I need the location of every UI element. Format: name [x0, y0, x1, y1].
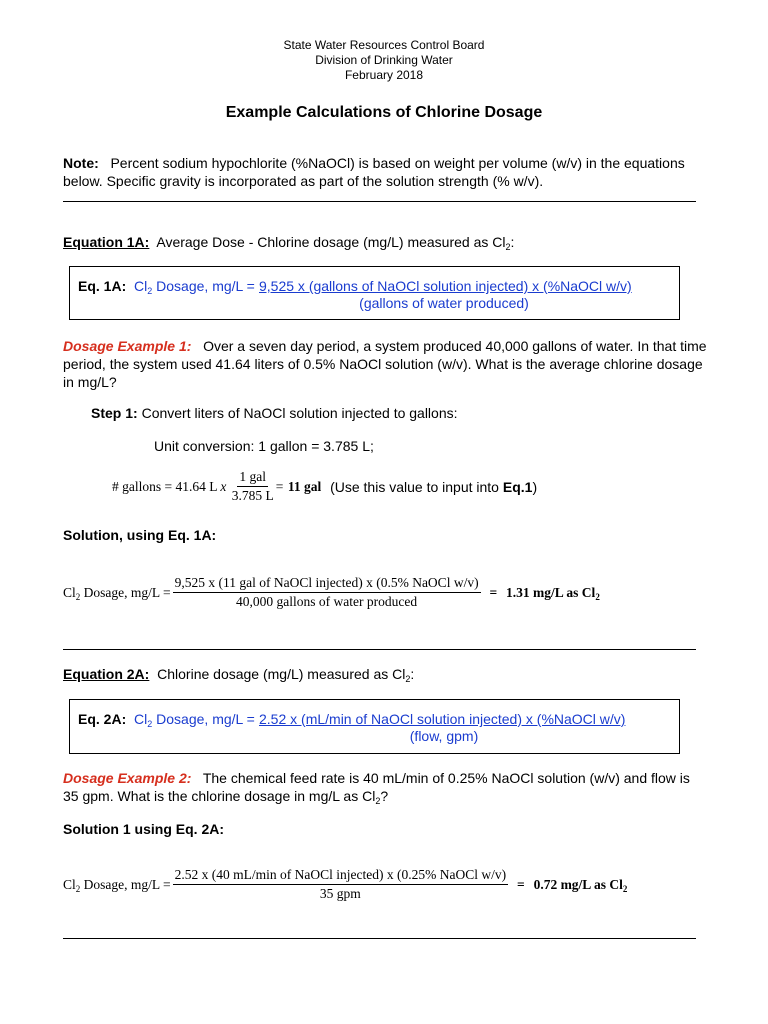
solution-2-cl: Cl: [63, 876, 76, 892]
equation-1a-desc: Average Dose - Chlorine dosage (mg/L) measured as Cl: [156, 234, 506, 250]
equation-2a-box-lhs: [78, 710, 255, 728]
solution-1-equals: =: [489, 584, 498, 600]
equation-2a-colon: :: [410, 666, 415, 682]
step-1-text: Convert liters of NaOCl solution injected to gallons:: [141, 405, 458, 421]
note-label: Note:: [63, 155, 99, 171]
solution-2-lhs: [63, 877, 171, 893]
gallons-calculation: [112, 469, 537, 504]
example-1-text: Over a seven day period, a system produced 40,000 gallons of water. In that time period, the system used 41.64 liters of 0.5% NaOCl solution (w/v). What is the average chlorine dosage in mg/L?: [63, 338, 707, 390]
solution-1-num: 9,525 x (11 gal of NaOCl injected) x (0.5% NaOCl w/v): [173, 575, 481, 593]
example-2-label: Dosage Example 2:: [63, 770, 192, 786]
header-line-1: State Water Resources Control Board: [283, 38, 485, 52]
solution-2-lhs-text: Dosage, mg/L =: [80, 876, 171, 892]
solution-2-result-sub: 2: [622, 883, 628, 894]
step-1: [91, 404, 458, 422]
solution-1-result: [506, 585, 600, 601]
eq-1a-lhs-text: Dosage, mg/L =: [152, 278, 255, 294]
gallons-result: 11 gal: [287, 478, 322, 494]
equation-1a-sub: 2: [505, 242, 511, 252]
gallons-times: x: [220, 478, 227, 494]
gallons-fraction-num: 1 gal: [237, 469, 268, 487]
note-paragraph: [63, 154, 703, 190]
solution-2-cl-sub: 2: [75, 883, 81, 894]
solution-2-label: Solution 1 using Eq. 2A:: [63, 821, 224, 837]
solution-2-result-text: 0.72 mg/L as Cl: [533, 876, 623, 892]
equation-1a-box-lhs: [78, 277, 255, 295]
header-line-2: Division of Drinking Water: [315, 53, 453, 67]
eq-2a-cl-text: Cl: [134, 711, 148, 727]
unit-conversion: Unit conversion: 1 gallon = 3.785 L;: [154, 438, 374, 454]
gallons-fraction: [230, 469, 276, 504]
equation-1a-label: Equation 1A:: [63, 234, 150, 250]
solution-1-result-sub: 2: [595, 591, 600, 602]
eq-1a-box-numerator: 9,525 x (gallons of NaOCl solution injected) x (%NaOCl w/v): [259, 278, 632, 294]
gallons-note-pre: (Use this value to input into: [330, 478, 503, 495]
gallons-equals: =: [275, 478, 284, 494]
solution-1-label: Solution, using Eq. 1A:: [63, 527, 217, 543]
solution-1-formula: [63, 575, 600, 610]
eq-2a-lhs-text: Dosage, mg/L =: [152, 711, 255, 727]
example-2-text: The chemical feed rate is 40 mL/min of 0.25% NaOCl solution (w/v) and flow is 35 gpm. What is the chlorine dosage in mg/L as Cl: [63, 770, 690, 804]
equation-2a-heading: [63, 665, 414, 683]
eq-2a-cl-sub: 2: [147, 719, 153, 729]
solution-1-fraction: [173, 575, 481, 610]
solution-1-cl-sub: 2: [75, 591, 81, 602]
equation-1a-heading: [63, 233, 514, 251]
solution-1-lhs: [63, 585, 171, 601]
example-2-qmark: ?: [380, 788, 389, 804]
eq-2a-box-cl: [134, 711, 255, 727]
divider-3: [63, 938, 696, 939]
example-1-label: Dosage Example 1:: [63, 338, 192, 354]
note-text: Percent sodium hypochlorite (%NaOCl) is based on weight per volume (w/v) in the equations below. Specific gravity is incorporated as part of the solution strength (% w/v).: [63, 155, 685, 189]
gallons-lhs: [112, 479, 230, 495]
header-line-3: February 2018: [344, 68, 424, 82]
solution-1-result-text: 1.31 mg/L as Cl: [506, 584, 596, 600]
solution-2-equals: =: [516, 876, 525, 892]
equation-2a-sub: 2: [405, 674, 411, 684]
gallons-fraction-den: 3.785 L: [231, 488, 274, 503]
equation-1a-colon: :: [510, 234, 515, 250]
eq-1a-cl-sub: 2: [147, 286, 153, 296]
solution-1-den: 40,000 gallons of water produced: [236, 594, 418, 609]
divider-1: [63, 201, 696, 202]
page-title: Example Calculations of Chlorine Dosage: [225, 104, 543, 121]
gallons-note-eq: Eq.1: [502, 478, 533, 495]
dosage-example-2: [63, 769, 708, 805]
gallons-note-post: ): [532, 478, 538, 495]
eq-2a-box-denominator: (flow, gpm): [409, 728, 479, 744]
solution-1-lhs-text: Dosage, mg/L =: [80, 584, 171, 600]
eq-2a-box-numerator: 2.52 x (mL/min of NaOCl solution injected) x (%NaOCl w/v): [259, 711, 626, 727]
solution-2-num: 2.52 x (40 mL/min of NaOCl injected) x (0.25% NaOCl w/v): [173, 867, 508, 885]
eq-1a-cl-text: Cl: [134, 278, 148, 294]
gallons-lhs-text: # gallons = 41.64 L: [112, 478, 221, 494]
dosage-example-1: [63, 337, 708, 391]
eq-1a-box-denominator: (gallons of water produced): [359, 295, 529, 311]
example-2-sub: 2: [375, 796, 381, 806]
eq-1a-box-label: Eq. 1A:: [78, 278, 127, 294]
solution-2-fraction: [173, 867, 508, 902]
divider-2: [63, 649, 696, 650]
solution-2-den: 35 gpm: [319, 886, 361, 901]
eq-2a-box-label: Eq. 2A:: [78, 711, 127, 727]
equation-1a-box: [69, 266, 680, 320]
equation-2a-box: [69, 699, 680, 754]
solution-2-formula: [63, 867, 627, 902]
solution-1-cl: Cl: [63, 584, 76, 600]
eq-1a-box-cl: [134, 278, 255, 294]
step-1-label: Step 1:: [91, 405, 138, 421]
equation-2a-label: Equation 2A:: [63, 666, 150, 682]
equation-2a-desc: Chlorine dosage (mg/L) measured as Cl: [157, 666, 406, 682]
agency-header: [0, 38, 768, 83]
gallons-note: [330, 478, 537, 496]
solution-2-result: [534, 877, 628, 893]
